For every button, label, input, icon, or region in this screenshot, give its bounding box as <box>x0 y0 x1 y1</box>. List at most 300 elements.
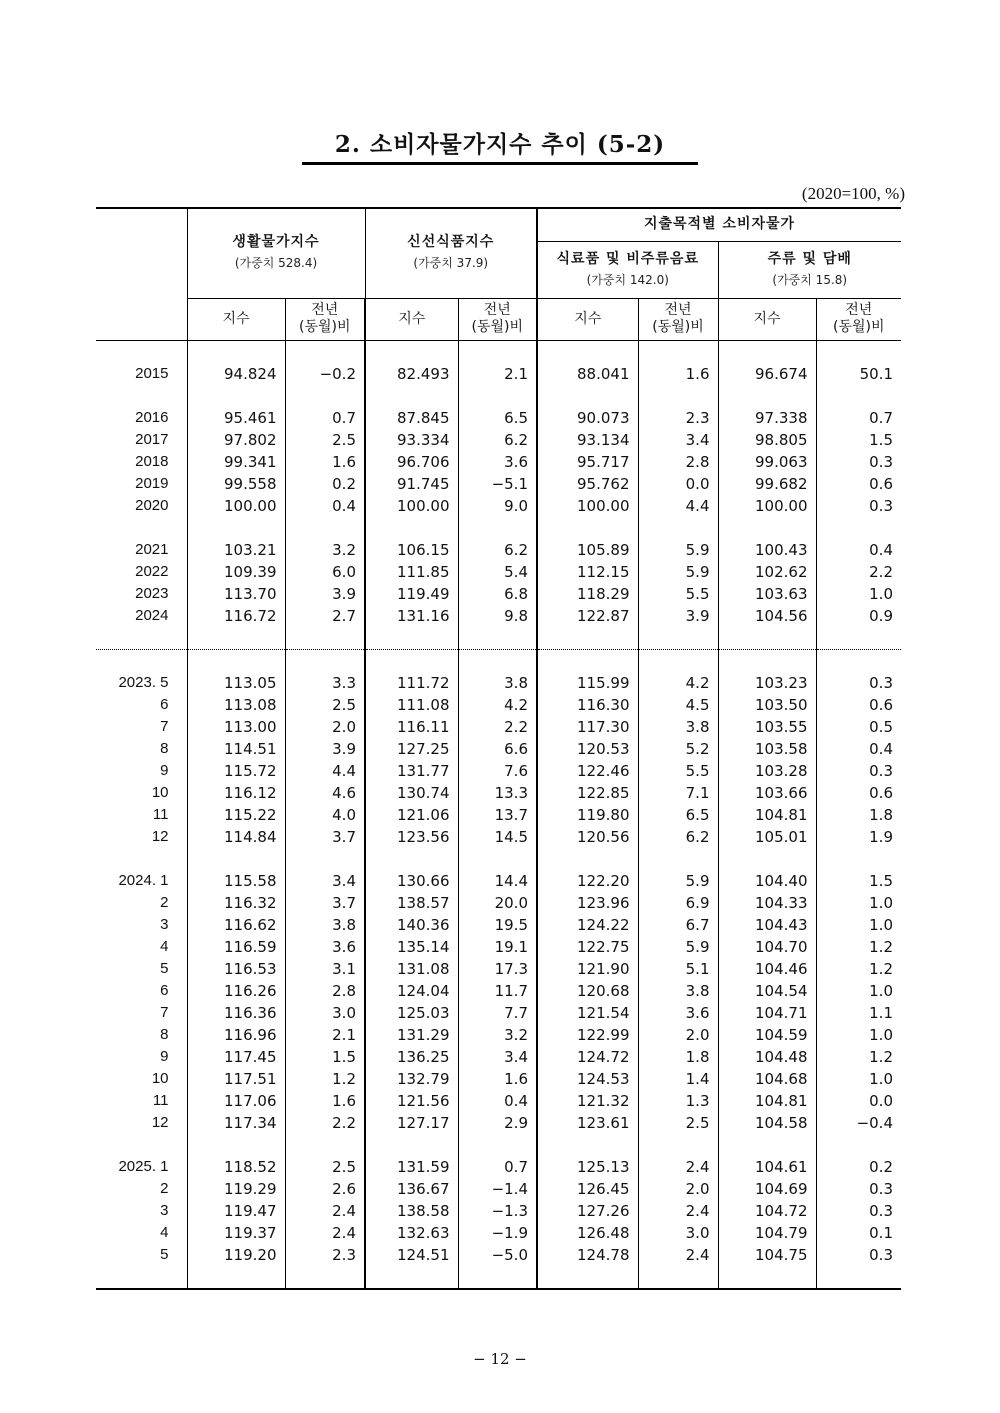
row-label: 12 <box>151 828 169 845</box>
yoy-cell: 1.2 <box>816 1046 901 1068</box>
yoy-cell: 19.1 <box>458 936 537 958</box>
spacer-row <box>96 517 901 539</box>
index-cell: 118.52 <box>187 1156 285 1178</box>
yoy-cell: 2.1 <box>285 1024 365 1046</box>
index-cell: 103.55 <box>718 716 816 738</box>
annual-section <box>96 340 901 649</box>
index-cell: 104.40 <box>718 870 816 892</box>
table-row <box>96 1112 901 1134</box>
table-row <box>96 1200 901 1222</box>
index-cell: 103.66 <box>718 782 816 804</box>
index-cell: 100.00 <box>718 495 816 517</box>
yoy-cell: 0.3 <box>816 672 901 694</box>
yoy-cell: 7.7 <box>458 1002 537 1024</box>
yoy-cell: 0.7 <box>816 407 901 429</box>
index-cell: 104.48 <box>718 1046 816 1068</box>
header-index: 지수 <box>718 298 816 340</box>
index-cell: 131.59 <box>365 1156 458 1178</box>
yoy-cell: 3.6 <box>638 1002 718 1024</box>
row-label: 2015 <box>135 365 169 382</box>
row-label: 6 <box>160 696 169 713</box>
yoy-cell: 2.2 <box>816 561 901 583</box>
table-row <box>96 429 901 451</box>
index-cell: 103.21 <box>187 539 285 561</box>
header-fresh-weight: (가중치 37.9) <box>413 256 489 271</box>
yoy-cell: 7.6 <box>458 760 537 782</box>
yoy-cell: −0.4 <box>816 1112 901 1134</box>
index-cell: 93.134 <box>537 429 638 451</box>
index-cell: 119.80 <box>537 804 638 826</box>
index-cell: 116.36 <box>187 1002 285 1024</box>
index-cell: 99.558 <box>187 473 285 495</box>
yoy-cell: 0.4 <box>816 738 901 760</box>
index-cell: 104.81 <box>718 804 816 826</box>
yoy-cell: 2.8 <box>285 980 365 1002</box>
yoy-cell: 4.6 <box>285 782 365 804</box>
index-cell: 105.89 <box>537 539 638 561</box>
yoy-cell: 9.0 <box>458 495 537 517</box>
yoy-cell: 0.4 <box>458 1090 537 1112</box>
index-cell: 111.72 <box>365 672 458 694</box>
yoy-cell: 6.7 <box>638 914 718 936</box>
index-cell: 135.14 <box>365 936 458 958</box>
index-cell: 122.20 <box>537 870 638 892</box>
yoy-cell: 6.2 <box>458 429 537 451</box>
index-cell: 103.23 <box>718 672 816 694</box>
yoy-cell: 1.0 <box>816 980 901 1002</box>
yoy-cell: 3.9 <box>638 605 718 627</box>
index-cell: 112.15 <box>537 561 638 583</box>
header-blank <box>96 208 187 298</box>
table-row <box>96 473 901 495</box>
yoy-cell: 50.1 <box>816 363 901 385</box>
row-label: 2018 <box>135 453 169 470</box>
table-row <box>96 738 901 760</box>
yoy-cell: 13.3 <box>458 782 537 804</box>
row-label: 2024 <box>135 607 169 624</box>
yoy-cell: 2.0 <box>638 1024 718 1046</box>
yoy-cell: 2.4 <box>638 1156 718 1178</box>
index-cell: 104.69 <box>718 1178 816 1200</box>
header-living-name: 생활물가지수 <box>232 234 320 251</box>
index-cell: 113.70 <box>187 583 285 605</box>
index-cell: 116.53 <box>187 958 285 980</box>
row-label: 2019 <box>135 475 169 492</box>
yoy-cell: 0.3 <box>816 1244 901 1266</box>
yoy-cell: 14.5 <box>458 826 537 848</box>
index-cell: 117.51 <box>187 1068 285 1090</box>
table-row <box>96 694 901 716</box>
index-cell: 119.49 <box>365 583 458 605</box>
yoy-cell: 4.0 <box>285 804 365 826</box>
yoy-cell: 2.2 <box>285 1112 365 1134</box>
table-row <box>96 804 901 826</box>
index-cell: 126.48 <box>537 1222 638 1244</box>
row-label: 2016 <box>135 409 169 426</box>
yoy-cell: 6.6 <box>458 738 537 760</box>
row-label: 2022 <box>135 563 169 580</box>
table-row <box>96 936 901 958</box>
index-cell: 124.04 <box>365 980 458 1002</box>
yoy-cell: 0.3 <box>816 451 901 473</box>
row-label: 3 <box>160 1202 169 1219</box>
index-cell: 91.745 <box>365 473 458 495</box>
index-cell: 131.08 <box>365 958 458 980</box>
index-cell: 104.56 <box>718 605 816 627</box>
yoy-cell: 1.8 <box>638 1046 718 1068</box>
index-cell: 100.43 <box>718 539 816 561</box>
page-number: − 12 − <box>473 1350 527 1368</box>
index-cell: 124.78 <box>537 1244 638 1266</box>
yoy-cell: 1.2 <box>816 936 901 958</box>
yoy-cell: 1.0 <box>816 583 901 605</box>
yoy-cell: 3.8 <box>638 716 718 738</box>
index-cell: 97.802 <box>187 429 285 451</box>
table-row <box>96 958 901 980</box>
yoy-cell: 17.3 <box>458 958 537 980</box>
header-yoy: 전년 (동월)비 <box>816 298 901 340</box>
yoy-cell: 0.7 <box>458 1156 537 1178</box>
index-cell: 104.59 <box>718 1024 816 1046</box>
index-cell: 125.03 <box>365 1002 458 1024</box>
row-label: 8 <box>160 1026 169 1043</box>
table-row <box>96 1222 901 1244</box>
yoy-cell: 3.8 <box>285 914 365 936</box>
row-label: 12 <box>151 1114 169 1131</box>
index-cell: 103.28 <box>718 760 816 782</box>
yoy-cell: 0.2 <box>285 473 365 495</box>
yoy-cell: 2.4 <box>285 1222 365 1244</box>
page-title: 2. 소비자물가지수 추이 (5-2) <box>334 131 666 158</box>
index-cell: 100.00 <box>537 495 638 517</box>
yoy-cell: −1.9 <box>458 1222 537 1244</box>
yoy-cell: 0.6 <box>816 694 901 716</box>
header-fresh-name: 신선식품지수 <box>407 234 495 251</box>
yoy-cell: 1.0 <box>816 914 901 936</box>
header-yoy: 전년 (동월)비 <box>458 298 537 340</box>
row-label: 2021 <box>135 541 169 558</box>
yoy-cell: 0.2 <box>816 1156 901 1178</box>
yoy-cell: 3.8 <box>638 980 718 1002</box>
index-cell: 124.51 <box>365 1244 458 1266</box>
table-row <box>96 561 901 583</box>
index-cell: 136.25 <box>365 1046 458 1068</box>
yoy-cell: 6.2 <box>638 826 718 848</box>
index-cell: 109.39 <box>187 561 285 583</box>
yoy-cell: 1.4 <box>638 1068 718 1090</box>
index-cell: 90.073 <box>537 407 638 429</box>
yoy-cell: 2.4 <box>285 1200 365 1222</box>
table-row <box>96 1024 901 1046</box>
yoy-cell: 6.9 <box>638 892 718 914</box>
row-label: 5 <box>160 960 169 977</box>
yoy-cell: 5.9 <box>638 561 718 583</box>
row-label: 9 <box>160 762 169 779</box>
index-cell: 123.96 <box>537 892 638 914</box>
spacer-row <box>96 848 901 870</box>
index-cell: 116.12 <box>187 782 285 804</box>
index-cell: 104.70 <box>718 936 816 958</box>
spacer-row <box>96 649 901 672</box>
header-fresh <box>365 208 537 298</box>
yoy-cell: 1.0 <box>816 892 901 914</box>
index-cell: 138.57 <box>365 892 458 914</box>
yoy-cell: 0.3 <box>816 760 901 782</box>
index-cell: 88.041 <box>537 363 638 385</box>
index-cell: 127.25 <box>365 738 458 760</box>
index-cell: 82.493 <box>365 363 458 385</box>
yoy-cell: 3.9 <box>285 738 365 760</box>
yoy-cell: 1.8 <box>816 804 901 826</box>
yoy-cell: 20.0 <box>458 892 537 914</box>
index-cell: 127.26 <box>537 1200 638 1222</box>
yoy-cell: 0.3 <box>816 1200 901 1222</box>
yoy-cell: 4.5 <box>638 694 718 716</box>
yoy-cell: 4.2 <box>638 672 718 694</box>
index-cell: 94.824 <box>187 363 285 385</box>
yoy-cell: 2.7 <box>285 605 365 627</box>
yoy-cell: 0.4 <box>816 539 901 561</box>
yoy-cell: 0.3 <box>816 1178 901 1200</box>
index-cell: 122.99 <box>537 1024 638 1046</box>
yoy-cell: 6.2 <box>458 539 537 561</box>
table-row <box>96 672 901 694</box>
yoy-cell: 3.4 <box>458 1046 537 1068</box>
yoy-cell: 1.3 <box>638 1090 718 1112</box>
index-cell: 96.706 <box>365 451 458 473</box>
header-food-name: 식료품 및 비주류음료 <box>556 250 699 267</box>
row-label: 10 <box>151 784 169 801</box>
header-living-weight: (가중치 528.4) <box>234 256 318 271</box>
header-food-weight: (가중치 142.0) <box>586 272 669 287</box>
row-label: 2020 <box>135 497 169 514</box>
index-cell: 127.17 <box>365 1112 458 1134</box>
table-row <box>96 363 901 385</box>
yoy-cell: 14.4 <box>458 870 537 892</box>
yoy-cell: 1.2 <box>816 958 901 980</box>
index-cell: 105.01 <box>718 826 816 848</box>
yoy-cell: 6.8 <box>458 583 537 605</box>
index-cell: 104.81 <box>718 1090 816 1112</box>
index-cell: 131.16 <box>365 605 458 627</box>
index-cell: 96.674 <box>718 363 816 385</box>
row-label: 11 <box>152 806 169 823</box>
yoy-cell: 6.0 <box>285 561 365 583</box>
index-cell: 123.61 <box>537 1112 638 1134</box>
row-label: 2023. 5 <box>118 674 169 691</box>
yoy-cell: 5.2 <box>638 738 718 760</box>
yoy-cell: 0.5 <box>816 716 901 738</box>
table-row <box>96 1090 901 1112</box>
index-cell: 125.13 <box>537 1156 638 1178</box>
index-cell: 116.62 <box>187 914 285 936</box>
index-cell: 130.74 <box>365 782 458 804</box>
table-row <box>96 892 901 914</box>
index-cell: 97.338 <box>718 407 816 429</box>
header-alcohol-weight: (가중치 15.8) <box>772 272 848 287</box>
index-cell: 116.96 <box>187 1024 285 1046</box>
yoy-cell: 2.4 <box>638 1244 718 1266</box>
index-cell: 131.77 <box>365 760 458 782</box>
index-cell: 104.58 <box>718 1112 816 1134</box>
yoy-cell: 1.9 <box>816 826 901 848</box>
yoy-cell: 1.0 <box>816 1068 901 1090</box>
index-cell: 93.334 <box>365 429 458 451</box>
index-cell: 106.15 <box>365 539 458 561</box>
index-cell: 111.08 <box>365 694 458 716</box>
index-cell: 104.79 <box>718 1222 816 1244</box>
index-cell: 136.67 <box>365 1178 458 1200</box>
row-label: 5 <box>160 1246 169 1263</box>
index-cell: 113.00 <box>187 716 285 738</box>
yoy-cell: −5.1 <box>458 473 537 495</box>
index-cell: 116.72 <box>187 605 285 627</box>
yoy-cell: 5.9 <box>638 870 718 892</box>
table-row <box>96 1002 901 1024</box>
yoy-cell: 2.5 <box>285 1156 365 1178</box>
yoy-cell: 2.3 <box>638 407 718 429</box>
index-cell: 122.46 <box>537 760 638 782</box>
yoy-cell: 2.5 <box>638 1112 718 1134</box>
yoy-cell: 6.5 <box>638 804 718 826</box>
table-row <box>96 914 901 936</box>
yoy-cell: 2.1 <box>458 363 537 385</box>
index-cell: 119.20 <box>187 1244 285 1266</box>
index-cell: 100.00 <box>187 495 285 517</box>
table-row <box>96 583 901 605</box>
index-cell: 124.72 <box>537 1046 638 1068</box>
row-label: 7 <box>160 718 169 735</box>
index-cell: 116.11 <box>365 716 458 738</box>
yoy-cell: 1.6 <box>285 1090 365 1112</box>
yoy-cell: 7.1 <box>638 782 718 804</box>
table-row <box>96 1178 901 1200</box>
index-cell: 126.45 <box>537 1178 638 1200</box>
spacer-row <box>96 340 901 363</box>
yoy-cell: 13.7 <box>458 804 537 826</box>
table-header <box>96 208 901 340</box>
yoy-cell: 1.2 <box>285 1068 365 1090</box>
index-cell: 113.08 <box>187 694 285 716</box>
index-cell: 124.22 <box>537 914 638 936</box>
table-row <box>96 1068 901 1090</box>
index-cell: 104.72 <box>718 1200 816 1222</box>
index-cell: 104.54 <box>718 980 816 1002</box>
yoy-cell: 2.9 <box>458 1112 537 1134</box>
index-cell: 119.47 <box>187 1200 285 1222</box>
yoy-cell: 0.6 <box>816 782 901 804</box>
table-row <box>96 539 901 561</box>
yoy-cell: 0.3 <box>816 495 901 517</box>
index-cell: 111.85 <box>365 561 458 583</box>
yoy-cell: 2.3 <box>285 1244 365 1266</box>
index-cell: 132.79 <box>365 1068 458 1090</box>
index-cell: 122.75 <box>537 936 638 958</box>
row-label: 2 <box>160 1180 169 1197</box>
header-yoy: 전년 (동월)비 <box>638 298 718 340</box>
yoy-cell: 2.2 <box>458 716 537 738</box>
yoy-cell: 0.4 <box>285 495 365 517</box>
row-label: 6 <box>160 982 169 999</box>
yoy-cell: 3.6 <box>285 936 365 958</box>
yoy-cell: 0.9 <box>816 605 901 627</box>
table-row <box>96 407 901 429</box>
table-row <box>96 716 901 738</box>
monthly-section <box>96 649 901 1289</box>
index-cell: 115.99 <box>537 672 638 694</box>
index-cell: 98.805 <box>718 429 816 451</box>
index-cell: 132.63 <box>365 1222 458 1244</box>
yoy-cell: 1.0 <box>816 1024 901 1046</box>
yoy-cell: 0.0 <box>638 473 718 495</box>
index-cell: 140.36 <box>365 914 458 936</box>
index-cell: 121.54 <box>537 1002 638 1024</box>
index-cell: 104.46 <box>718 958 816 980</box>
index-cell: 115.22 <box>187 804 285 826</box>
yoy-cell: 5.4 <box>458 561 537 583</box>
table-row <box>96 1244 901 1266</box>
index-cell: 117.06 <box>187 1090 285 1112</box>
index-cell: 104.61 <box>718 1156 816 1178</box>
index-cell: 102.62 <box>718 561 816 583</box>
table-row <box>96 826 901 848</box>
yoy-cell: 2.8 <box>638 451 718 473</box>
header-living <box>187 208 365 298</box>
table-row <box>96 782 901 804</box>
yoy-cell: 3.2 <box>285 539 365 561</box>
yoy-cell: 2.5 <box>285 694 365 716</box>
row-label: 7 <box>160 1004 169 1021</box>
yoy-cell: 3.0 <box>285 1002 365 1024</box>
yoy-cell: 4.4 <box>285 760 365 782</box>
cpi-table <box>96 207 901 1290</box>
yoy-cell: 0.1 <box>816 1222 901 1244</box>
yoy-cell: 3.2 <box>458 1024 537 1046</box>
index-cell: 87.845 <box>365 407 458 429</box>
index-cell: 122.85 <box>537 782 638 804</box>
index-cell: 104.68 <box>718 1068 816 1090</box>
table-row <box>96 605 901 627</box>
index-cell: 99.341 <box>187 451 285 473</box>
index-cell: 119.37 <box>187 1222 285 1244</box>
yoy-cell: 1.6 <box>285 451 365 473</box>
index-cell: 103.50 <box>718 694 816 716</box>
yoy-cell: 5.9 <box>638 539 718 561</box>
yoy-cell: 5.5 <box>638 583 718 605</box>
yoy-cell: 3.8 <box>458 672 537 694</box>
yoy-cell: 2.4 <box>638 1200 718 1222</box>
row-label: 2023 <box>135 585 169 602</box>
yoy-cell: 1.6 <box>458 1068 537 1090</box>
index-cell: 131.29 <box>365 1024 458 1046</box>
index-cell: 99.682 <box>718 473 816 495</box>
index-cell: 124.53 <box>537 1068 638 1090</box>
index-cell: 121.56 <box>365 1090 458 1112</box>
index-cell: 104.75 <box>718 1244 816 1266</box>
yoy-cell: 5.9 <box>638 936 718 958</box>
header-index: 지수 <box>187 298 285 340</box>
title-underline <box>302 162 698 165</box>
index-cell: 100.00 <box>365 495 458 517</box>
index-cell: 103.63 <box>718 583 816 605</box>
table-row <box>96 495 901 517</box>
index-cell: 117.45 <box>187 1046 285 1068</box>
yoy-cell: 3.7 <box>285 826 365 848</box>
row-label: 4 <box>160 1224 169 1241</box>
index-cell: 116.26 <box>187 980 285 1002</box>
yoy-cell: 2.0 <box>638 1178 718 1200</box>
row-label: 10 <box>151 1070 169 1087</box>
